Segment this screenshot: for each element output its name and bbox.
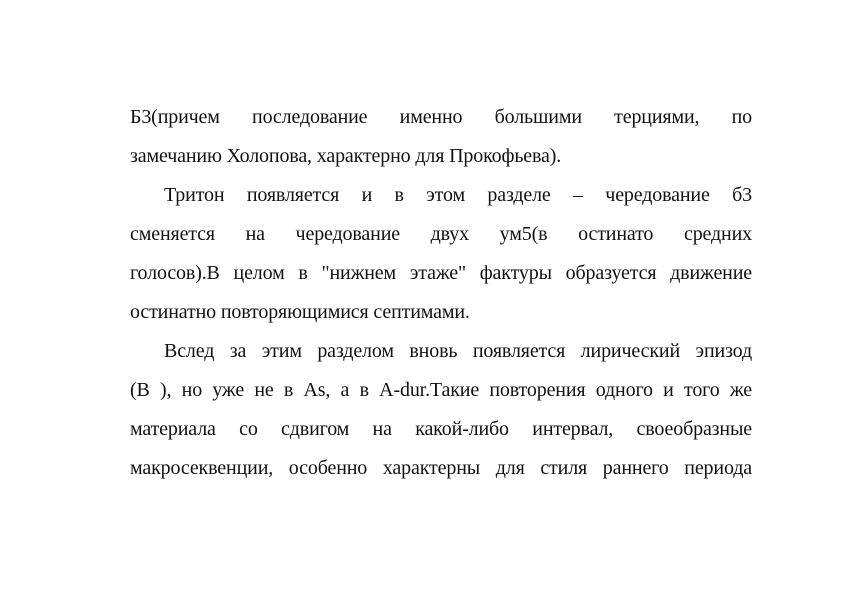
text-line-7: Вслед за этим разделом вновь появляется лирический эпизод [164,340,752,362]
text-line-4: сменяется на чередование двух ум5(в остинато средних [130,223,752,245]
body-text [130,98,752,488]
text-line-9: материала со сдвигом на какой-либо интервал, своеобразные [130,418,752,440]
text-line-8: (В ), но уже не в As, а в A-dur.Такие повторения одного и того же [130,379,752,401]
text-line-3: Тритон появляется и в этом разделе – чередование б3 [164,184,752,206]
text-line-6: остинатно повторяющимися септимами. [130,301,470,323]
text-line-5: голосов).В целом в "нижнем этаже" фактуры образуется движение [130,262,752,284]
text-line-10: макросеквенции, особенно характерны для стиля раннего периода [130,457,752,479]
text-line-1: Б3(причем последование именно большими терциями, по [130,106,752,128]
text-line-2: замечанию Холопова, характерно для Прокофьева). [130,145,562,167]
